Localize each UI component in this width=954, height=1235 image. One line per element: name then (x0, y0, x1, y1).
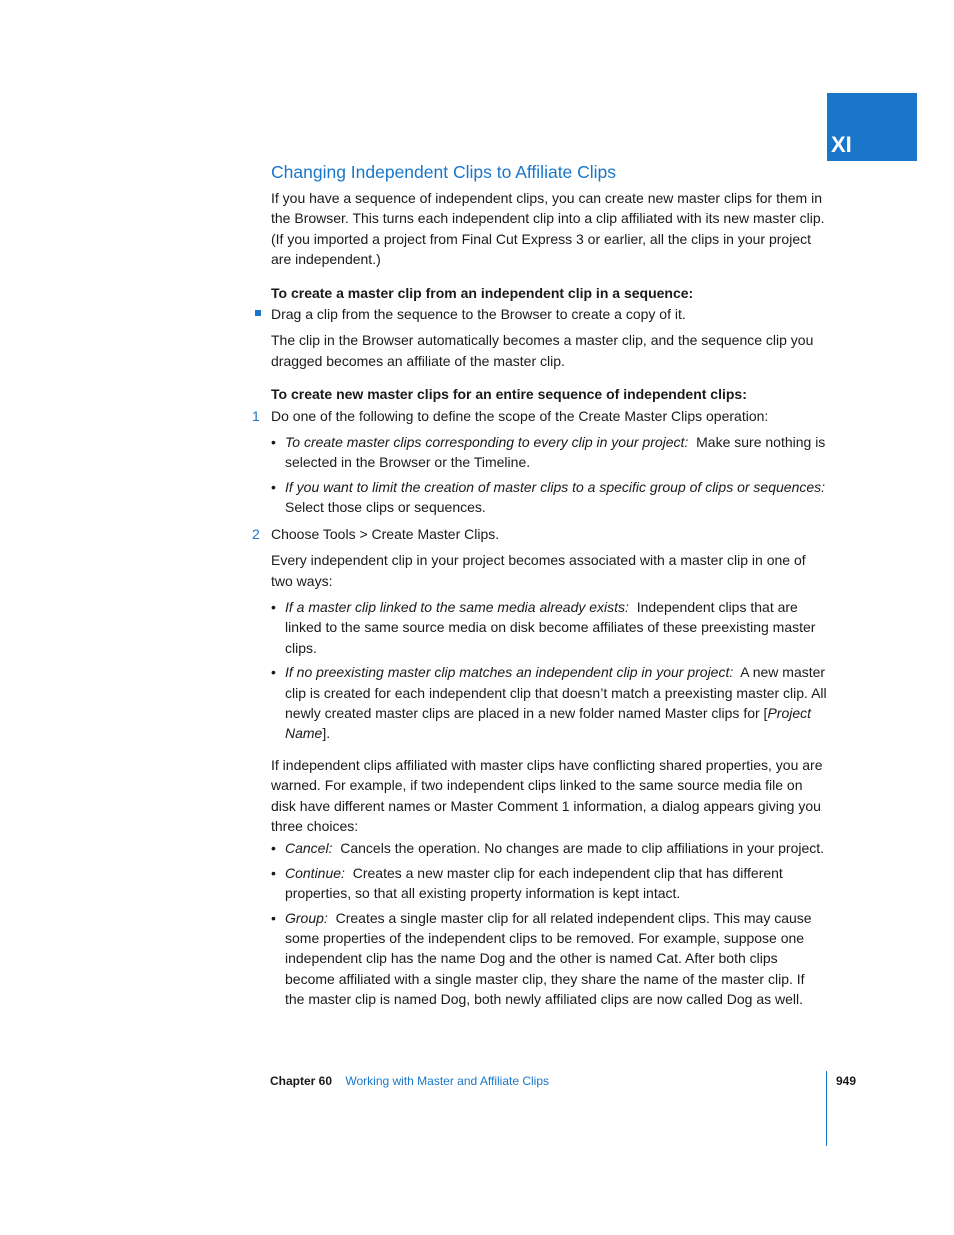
bullet-term: Continue: (285, 864, 345, 881)
bullet-icon: • (271, 434, 276, 451)
bullet-term: If you want to limit the creation of master clips to a specific group of clips or sequences: (285, 478, 826, 495)
bullet-item (271, 863, 827, 904)
bullet-icon: • (271, 598, 276, 615)
bullet-icon: • (271, 840, 276, 857)
step-number: 1 (252, 407, 260, 424)
bullet-icon: • (271, 864, 276, 881)
intro-paragraph: If you have a sequence of independent clips, you can create new master clips for them in the Browser. This turns each independent clip into a clip affiliated with its new master clip. (If you imported a project from Final Cut Express 3 or earlier, all the clips in your project are independent.) (271, 190, 825, 268)
bullet-emphasis: Project Name (285, 704, 812, 742)
procedure-2-step-1 (252, 406, 827, 426)
section-title: Changing Independent Clips to Affiliate Clips (271, 162, 617, 182)
step-number: 2 (252, 525, 260, 542)
page-content (252, 160, 827, 1014)
bullet-icon: • (271, 478, 276, 495)
procedure-heading-1: To create a master clip from an independent clip in a sequence: (271, 284, 694, 301)
bullet-item (271, 662, 827, 744)
bullet-term: To create master clips corresponding to every clip in your project: (285, 434, 689, 451)
square-bullet-icon (255, 310, 261, 316)
page-number: 949 (836, 1074, 857, 1088)
bullet-text: Creates a new master clip for each independent clip that has different properties, so that all existing property information is kept intact. (285, 864, 783, 902)
bullet-icon: • (271, 909, 276, 926)
bullet-item (271, 432, 827, 473)
bullet-term: If a master clip linked to the same media already exists: (285, 598, 629, 615)
procedure-1-result: The clip in the Browser automatically becomes a master clip, and the sequence clip you dragged becomes an affiliate of the master clip. (271, 332, 814, 369)
procedure-1-step (271, 304, 827, 324)
bullet-text: A new master clip is created for each independent clip that doesn’t match a preexisting master clip. All newly created master clips are placed in a new folder named Master clips for [ (285, 664, 827, 721)
conflict-paragraph: If independent clips affiliated with master clips have conflicting shared properties, you are warned. For example, if two independent clips linked to the same source media file on disk have different names or Master Comment 1 information, a dialog appears giving you three choices: (271, 756, 823, 834)
procedure-1-step-text: Drag a clip from the sequence to the Browser to create a copy of it. (271, 306, 686, 323)
bullet-text: Make sure nothing is selected in the Browser or the Timeline. (285, 434, 826, 471)
bullet-text: Cancels the operation. No changes are made to clip affiliations in your project. (340, 840, 825, 857)
bullet-item (271, 477, 827, 518)
section-tab (827, 93, 917, 161)
bullet-item (271, 838, 827, 858)
bullet-text: Select those clips or sequences. (285, 499, 486, 516)
footer-chapter: Chapter 60 (270, 1074, 333, 1088)
bullet-text: Creates a single master clip for all related independent clips. This may cause some properties of the independent clips to be removed. For example, suppose one independent clip has the name Dog and the other is named Cat. After both clips become affiliated with a single master clip, they share the name of the master clip. If the master clip is named Dog, both newly affiliated clips are now called Dog as well. (285, 909, 812, 1008)
bullet-term: If no preexisting master clip matches an independent clip in your project: (285, 664, 734, 681)
bullet-text: Independent clips that are linked to the same source media on disk become affiliates of these preexisting master clips. (285, 598, 816, 656)
bullet-item (271, 908, 827, 1010)
procedure-2-step-2 (252, 524, 827, 544)
bullet-item (271, 597, 827, 658)
step-2-text: Choose Tools > Create Master Clips. (271, 525, 500, 542)
bullet-tail: ]. (322, 725, 331, 742)
section-tab-label: XI (831, 132, 852, 157)
bullet-icon: • (271, 664, 276, 681)
footer-divider (826, 1071, 827, 1146)
page-footer (270, 1073, 549, 1089)
step-2-result: Every independent clip in your project becomes associated with a master clip in one of two ways: (271, 552, 806, 589)
procedure-heading-2: To create new master clips for an entire sequence of independent clips: (271, 386, 747, 403)
bullet-term: Group: (285, 909, 328, 926)
step-1-text: Do one of the following to define the scope of the Create Master Clips operation: (271, 407, 769, 424)
bullet-term: Cancel: (285, 840, 333, 857)
footer-chapter-title: Working with Master and Affiliate Clips (345, 1074, 550, 1088)
